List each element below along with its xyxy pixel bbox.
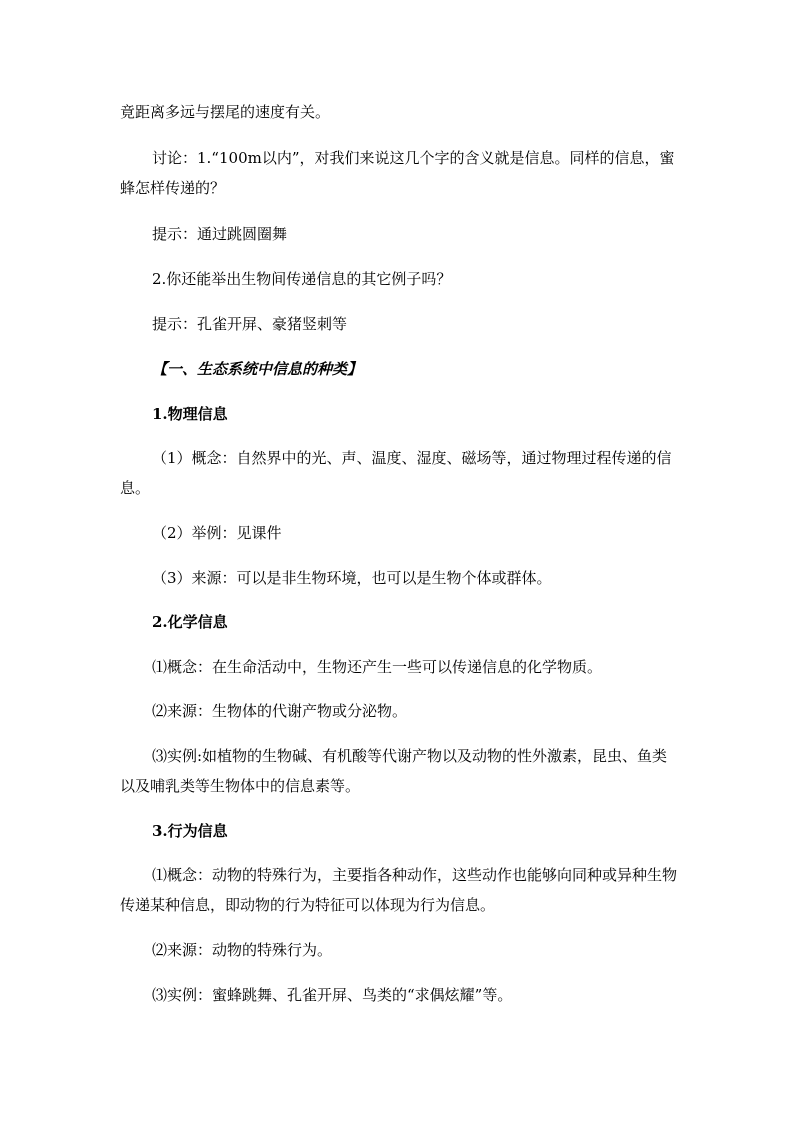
heading-physical-info: 1.物理信息 — [152, 405, 228, 423]
heading-chemical-info: 2.化学信息 — [152, 613, 228, 631]
paragraph-chemical-source: ⑵来源：生物体的代谢产物或分泌物。 — [152, 702, 408, 720]
paragraph-physical-source: （3）来源：可以是非生物环境，也可以是生物个体或群体。 — [152, 569, 552, 587]
paragraph-behavior-example: ⑶实例：蜜蜂跳舞、孔雀开屏、鸟类的“求偶炫耀”等。 — [152, 986, 513, 1004]
paragraph-behavior-concept: ⑴概念：动物的特殊行为，主要指各种动作，这些动作也能够向同种或异种生物传递某种信息，即动物的行为特征可以体现为行为信息。 — [120, 866, 678, 914]
heading-behavior-info: 3.行为信息 — [152, 822, 228, 840]
paragraph-discussion-2: 2.你还能举出生物间传递信息的其它例子吗？ — [152, 270, 452, 288]
paragraph-chemical-concept: ⑴概念：在生命活动中，生物还产生一些可以传递信息的化学物质。 — [152, 658, 603, 676]
section-heading-info-types: 【一、生态系统中信息的种类】 — [152, 360, 363, 378]
paragraph-behavior-source: ⑵来源：动物的特殊行为。 — [152, 941, 333, 959]
paragraph-chemical-example: ⑶实例:如植物的生物碱、有机酸等代谢产物以及动物的性外激素，昆虫、鱼类以及哺乳类等生物体中的信息素等。 — [120, 747, 668, 795]
paragraph-physical-example: （2）举例：见课件 — [152, 524, 282, 542]
paragraph-hint-1: 提示：通过跳圆圈舞 — [152, 225, 288, 243]
paragraph-discussion-1: 讨论：1.“100m以内”，对我们来说这几个字的含义就是信息。同样的信息，蜜蜂怎样传递的？ — [120, 149, 675, 197]
paragraph-continuation: 竟距离多远与摆尾的速度有关。 — [120, 103, 331, 121]
paragraph-physical-concept: （1）概念：自然界中的光、声、温度、湿度、磁场等，通过物理过程传递的信息。 — [120, 449, 672, 497]
paragraph-hint-2: 提示：孔雀开屏、豪猪竖刺等 — [152, 315, 348, 333]
